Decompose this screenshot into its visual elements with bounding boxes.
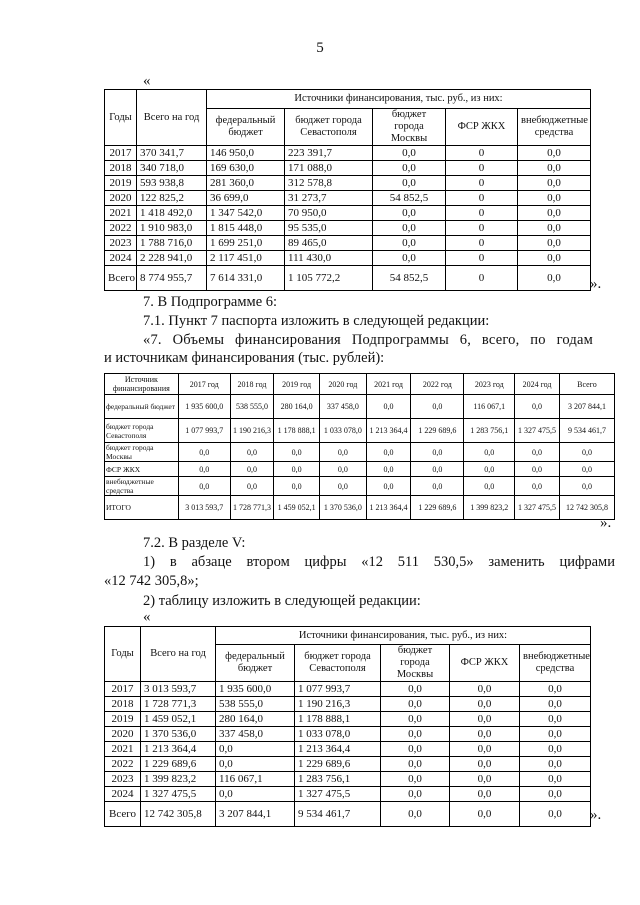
table-cell: 0,0 xyxy=(464,443,515,462)
table-cell: 1 399 823,2 xyxy=(464,496,515,520)
table-cell: 0,0 xyxy=(464,462,515,477)
table-cell: 1 178 888,1 xyxy=(274,419,320,443)
table-cell: 0,0 xyxy=(450,712,520,727)
table-cell: 1 327 475,5 xyxy=(141,787,216,802)
table-cell: 1 178 888,1 xyxy=(295,712,381,727)
table-cell: 1 815 448,0 xyxy=(207,221,285,236)
table-cell: 0,0 xyxy=(450,682,520,697)
table-cell: 3 013 593,7 xyxy=(178,496,230,520)
table-cell: 1 728 771,3 xyxy=(141,697,216,712)
table-cell: 1 190 216,3 xyxy=(295,697,381,712)
section-7-2-item-2: 2) таблицу изложить в следующей редакции: xyxy=(143,593,421,609)
table-cell: 281 360,0 xyxy=(207,176,285,191)
row-label: 2023 xyxy=(105,772,141,787)
table-cell: 70 950,0 xyxy=(285,206,373,221)
table-cell: 0,0 xyxy=(518,251,591,266)
header-years: Годы xyxy=(105,627,141,682)
row-label: 2021 xyxy=(105,742,141,757)
table-cell: 0,0 xyxy=(274,462,320,477)
table-header-row xyxy=(105,374,615,395)
table-cell: 0 xyxy=(446,161,518,176)
table-cell: 0 xyxy=(446,206,518,221)
table-cell: 1 418 492,0 xyxy=(137,206,207,221)
table-cell: 0,0 xyxy=(450,697,520,712)
table-cell: 0,0 xyxy=(518,161,591,176)
table-cell: 0,0 xyxy=(381,712,450,727)
table-cell: 0,0 xyxy=(319,462,366,477)
table-cell: 337 458,0 xyxy=(319,395,366,419)
header-moscow: бюджет города Москвы xyxy=(373,109,446,146)
table-cell: 0,0 xyxy=(230,477,274,496)
table-cell: 538 555,0 xyxy=(230,395,274,419)
header-offbudget: внебюджетные средства xyxy=(518,109,591,146)
table-cell: 3 207 844,1 xyxy=(216,802,295,827)
table-cell: 1 213 364,4 xyxy=(366,419,411,443)
section-7-1: 7.1. Пункт 7 паспорта изложить в следующей редакции: xyxy=(143,313,490,329)
table-cell: 0,0 xyxy=(373,146,446,161)
table-cell: 1 105 772,2 xyxy=(285,266,373,291)
table-row xyxy=(105,477,615,496)
table-row xyxy=(105,772,591,787)
section-7-2-title: 7.2. В разделе V: xyxy=(143,535,246,551)
table-cell: 1 935 600,0 xyxy=(216,682,295,697)
table-cell: 0,0 xyxy=(559,477,614,496)
header-fsr: ФСР ЖКХ xyxy=(450,645,520,682)
row-label: ИТОГО xyxy=(105,496,179,520)
row-label: 2020 xyxy=(105,191,137,206)
table-cell: 1 347 542,0 xyxy=(207,206,285,221)
section-7-1-quote-a: «7. Объемы финансирования Подпрограммы 6, всего, по годам xyxy=(143,332,593,348)
table-cell: 340 718,0 xyxy=(137,161,207,176)
table-cell: 1 370 536,0 xyxy=(319,496,366,520)
table-cell: 54 852,5 xyxy=(373,191,446,206)
table-cell: 0,0 xyxy=(373,161,446,176)
table-row xyxy=(105,462,615,477)
table-row xyxy=(105,697,591,712)
row-label: 2018 xyxy=(105,161,137,176)
header-year: 2023 год xyxy=(464,374,515,395)
table-row xyxy=(105,419,615,443)
table-cell: 89 465,0 xyxy=(285,236,373,251)
table-row xyxy=(105,176,591,191)
table-cell: 0,0 xyxy=(515,462,560,477)
table-row xyxy=(105,395,615,419)
table-cell: 116 067,1 xyxy=(464,395,515,419)
table-cell: 280 164,0 xyxy=(274,395,320,419)
table-cell: 171 088,0 xyxy=(285,161,373,176)
header-fsr: ФСР ЖКХ xyxy=(446,109,518,146)
table-cell: 0,0 xyxy=(450,727,520,742)
section-7-2-item-1a: 1) в абзаце втором цифры «12 511 530,5» заменить цифрами xyxy=(143,554,615,570)
table-cell: 0,0 xyxy=(520,742,591,757)
table-cell: 1 728 771,3 xyxy=(230,496,274,520)
row-label: ФСР ЖКХ xyxy=(105,462,179,477)
table-cell: 0,0 xyxy=(216,742,295,757)
table-cell: 0,0 xyxy=(520,802,591,827)
table-cell: 3 013 593,7 xyxy=(141,682,216,697)
table-cell: 12 742 305,8 xyxy=(559,496,614,520)
table-cell: 9 534 461,7 xyxy=(295,802,381,827)
table-cell: 0 xyxy=(446,236,518,251)
table-cell: 0,0 xyxy=(274,443,320,462)
table-row xyxy=(105,236,591,251)
row-label: 2019 xyxy=(105,176,137,191)
table-cell: 1 459 052,1 xyxy=(141,712,216,727)
row-label: 2017 xyxy=(105,146,137,161)
table-cell: 0 xyxy=(446,251,518,266)
table-cell: 0,0 xyxy=(559,443,614,462)
header-year: 2022 год xyxy=(411,374,464,395)
table-cell: 0,0 xyxy=(319,443,366,462)
table-cell: 1 229 689,6 xyxy=(411,419,464,443)
table-cell: 0,0 xyxy=(518,191,591,206)
row-label: 2023 xyxy=(105,236,137,251)
table-cell: 0,0 xyxy=(450,772,520,787)
row-label: бюджет города Севастополя xyxy=(105,419,179,443)
table-cell: 1 033 078,0 xyxy=(295,727,381,742)
table-cell: 1 788 716,0 xyxy=(137,236,207,251)
row-label: бюджет города Москвы xyxy=(105,443,179,462)
table-cell: 0,0 xyxy=(520,712,591,727)
table-cell: 111 430,0 xyxy=(285,251,373,266)
table-cell: 0,0 xyxy=(178,477,230,496)
header-federal: федеральный бюджет xyxy=(207,109,285,146)
table-cell: 0,0 xyxy=(450,757,520,772)
table-cell: 0,0 xyxy=(518,221,591,236)
header-offbudget: внебюджетные средства xyxy=(520,645,591,682)
table-cell: 0,0 xyxy=(411,443,464,462)
header-year: 2024 год xyxy=(515,374,560,395)
table-cell: 3 207 844,1 xyxy=(559,395,614,419)
close-quote-1: ». xyxy=(590,276,602,292)
table-cell: 116 067,1 xyxy=(216,772,295,787)
row-label: 2019 xyxy=(105,712,141,727)
table-cell: 0,0 xyxy=(520,787,591,802)
section-7-2-item-1b: «12 742 305,8»; xyxy=(104,573,199,589)
table-cell: 1 213 364,4 xyxy=(295,742,381,757)
row-label: федеральный бюджет xyxy=(105,395,179,419)
table-cell: 223 391,7 xyxy=(285,146,373,161)
table-row xyxy=(105,266,591,291)
table-cell: 0,0 xyxy=(520,682,591,697)
table-cell: 0,0 xyxy=(216,787,295,802)
table-row xyxy=(105,191,591,206)
table-cell: 0,0 xyxy=(178,443,230,462)
table-cell: 0,0 xyxy=(450,787,520,802)
table-cell: 0,0 xyxy=(518,266,591,291)
header-total: Всего на год xyxy=(137,90,207,146)
table-row xyxy=(105,251,591,266)
table-cell: 7 614 331,0 xyxy=(207,266,285,291)
table-cell: 0,0 xyxy=(381,787,450,802)
table-cell: 0,0 xyxy=(381,772,450,787)
row-label: 2020 xyxy=(105,727,141,742)
table-cell: 0,0 xyxy=(464,477,515,496)
funding-table-2 xyxy=(104,373,615,520)
funding-table-1 xyxy=(104,89,591,291)
row-label: 2021 xyxy=(105,206,137,221)
table-cell: 54 852,5 xyxy=(373,266,446,291)
table-cell: 312 578,8 xyxy=(285,176,373,191)
table-cell: 0 xyxy=(446,266,518,291)
row-label: 2017 xyxy=(105,682,141,697)
table-cell: 0,0 xyxy=(518,176,591,191)
table-cell: 0,0 xyxy=(373,251,446,266)
table-cell: 0,0 xyxy=(373,206,446,221)
table-cell: 0,0 xyxy=(520,772,591,787)
header-federal: федеральный бюджет xyxy=(216,645,295,682)
table-cell: 1 077 993,7 xyxy=(178,419,230,443)
table-row xyxy=(105,802,591,827)
page-number: 5 xyxy=(316,40,324,56)
table-cell: 0 xyxy=(446,176,518,191)
table-cell: 0,0 xyxy=(230,462,274,477)
table-cell: 280 164,0 xyxy=(216,712,295,727)
table-cell: 146 950,0 xyxy=(207,146,285,161)
table-cell: 169 630,0 xyxy=(207,161,285,176)
table-row xyxy=(105,496,615,520)
table-cell: 337 458,0 xyxy=(216,727,295,742)
table-cell: 1 399 823,2 xyxy=(141,772,216,787)
row-label: 2018 xyxy=(105,697,141,712)
funding-table-3 xyxy=(104,626,591,827)
table-cell: 1 283 756,1 xyxy=(464,419,515,443)
table-row xyxy=(105,443,615,462)
table-cell: 0,0 xyxy=(515,477,560,496)
table-cell: 0 xyxy=(446,221,518,236)
table-cell: 0 xyxy=(446,191,518,206)
table-cell: 0,0 xyxy=(411,395,464,419)
table-row xyxy=(105,146,591,161)
header-sources: Источники финансирования, тыс. руб., из них: xyxy=(216,627,591,645)
table-cell: 1 327 475,5 xyxy=(515,419,560,443)
table-cell: 0,0 xyxy=(381,682,450,697)
row-label: Всего xyxy=(105,266,137,291)
table-cell: 0,0 xyxy=(520,697,591,712)
row-label: Всего xyxy=(105,802,141,827)
table-cell: 2 117 451,0 xyxy=(207,251,285,266)
row-label: 2024 xyxy=(105,251,137,266)
section-7-title: 7. В Подпрограмме 6: xyxy=(143,294,278,310)
table-cell: 0,0 xyxy=(381,742,450,757)
table-row xyxy=(105,787,591,802)
table-cell: 0,0 xyxy=(515,395,560,419)
header-year: 2017 год xyxy=(178,374,230,395)
table-cell: 95 535,0 xyxy=(285,221,373,236)
table-cell: 0,0 xyxy=(319,477,366,496)
table-cell: 122 825,2 xyxy=(137,191,207,206)
table-row xyxy=(105,221,591,236)
row-label: 2022 xyxy=(105,221,137,236)
table-row xyxy=(105,206,591,221)
row-label: внебюджетные средства xyxy=(105,477,179,496)
table-cell: 0,0 xyxy=(518,236,591,251)
table-cell: 0,0 xyxy=(520,757,591,772)
table-cell: 1 190 216,3 xyxy=(230,419,274,443)
table-cell: 1 935 600,0 xyxy=(178,395,230,419)
table-cell: 0,0 xyxy=(366,462,411,477)
table-cell: 0 xyxy=(446,146,518,161)
table-cell: 9 534 461,7 xyxy=(559,419,614,443)
close-quote-3: ». xyxy=(590,807,602,823)
header-year: 2021 год xyxy=(366,374,411,395)
row-label: 2022 xyxy=(105,757,141,772)
table-cell: 0,0 xyxy=(515,443,560,462)
table-cell: 0,0 xyxy=(450,802,520,827)
close-quote-2: ». xyxy=(600,515,612,531)
table-cell: 1 370 536,0 xyxy=(141,727,216,742)
table-cell: 0,0 xyxy=(520,727,591,742)
table-cell: 2 228 941,0 xyxy=(137,251,207,266)
table-cell: 1 910 983,0 xyxy=(137,221,207,236)
table-cell: 1 283 756,1 xyxy=(295,772,381,787)
table-cell: 0,0 xyxy=(373,176,446,191)
table-row xyxy=(105,161,591,176)
table-cell: 370 341,7 xyxy=(137,146,207,161)
table-row xyxy=(105,742,591,757)
table-cell: 0,0 xyxy=(373,221,446,236)
table-cell: 0,0 xyxy=(381,757,450,772)
header-sources: Источники финансирования, тыс. руб., из них: xyxy=(207,90,591,109)
table-cell: 0,0 xyxy=(518,146,591,161)
table-cell: 1 327 475,5 xyxy=(515,496,560,520)
table-cell: 1 213 364,4 xyxy=(366,496,411,520)
header-total: Всего на год xyxy=(141,627,216,682)
open-quote-3: « xyxy=(143,609,151,625)
table-cell: 0,0 xyxy=(450,742,520,757)
table-cell: 1 699 251,0 xyxy=(207,236,285,251)
header-year: 2018 год xyxy=(230,374,274,395)
table-cell: 1 213 364,4 xyxy=(141,742,216,757)
header-source: Источник финансирования xyxy=(105,374,179,395)
row-label: 2024 xyxy=(105,787,141,802)
table-cell: 1 229 689,6 xyxy=(295,757,381,772)
header-sevastopol: бюджет города Севастополя xyxy=(295,645,381,682)
table-cell: 0,0 xyxy=(373,236,446,251)
header-year: 2020 год xyxy=(319,374,366,395)
open-quote-1: « xyxy=(143,73,151,89)
table-cell: 0,0 xyxy=(381,727,450,742)
table-row xyxy=(105,682,591,697)
table-cell: 1 229 689,6 xyxy=(411,496,464,520)
header-sevastopol: бюджет города Севастополя xyxy=(285,109,373,146)
table-cell: 1 459 052,1 xyxy=(274,496,320,520)
section-7-1-quote-b: и источникам финансирования (тыс. рублей): xyxy=(104,350,385,366)
table-cell: 0,0 xyxy=(411,477,464,496)
table-cell: 0,0 xyxy=(559,462,614,477)
header-years: Годы xyxy=(105,90,137,146)
table-cell: 1 033 078,0 xyxy=(319,419,366,443)
table-cell: 31 273,7 xyxy=(285,191,373,206)
table-cell: 0,0 xyxy=(216,757,295,772)
table-cell: 0,0 xyxy=(381,802,450,827)
table-cell: 0,0 xyxy=(230,443,274,462)
table-row xyxy=(105,757,591,772)
table-cell: 0,0 xyxy=(366,395,411,419)
header-year: 2019 год xyxy=(274,374,320,395)
table-cell: 0,0 xyxy=(366,443,411,462)
header-year: Всего xyxy=(559,374,614,395)
table-cell: 0,0 xyxy=(381,697,450,712)
table-row xyxy=(105,727,591,742)
table-cell: 0,0 xyxy=(518,206,591,221)
table-cell: 0,0 xyxy=(178,462,230,477)
table-cell: 1 327 475,5 xyxy=(295,787,381,802)
table-cell: 0,0 xyxy=(366,477,411,496)
table-cell: 12 742 305,8 xyxy=(141,802,216,827)
table-row xyxy=(105,712,591,727)
table-cell: 538 555,0 xyxy=(216,697,295,712)
table-cell: 0,0 xyxy=(274,477,320,496)
table-cell: 36 699,0 xyxy=(207,191,285,206)
table-cell: 1 077 993,7 xyxy=(295,682,381,697)
header-moscow: бюджет города Москвы xyxy=(381,645,450,682)
table-cell: 1 229 689,6 xyxy=(141,757,216,772)
table-cell: 8 774 955,7 xyxy=(137,266,207,291)
table-cell: 593 938,8 xyxy=(137,176,207,191)
table-cell: 0,0 xyxy=(411,462,464,477)
